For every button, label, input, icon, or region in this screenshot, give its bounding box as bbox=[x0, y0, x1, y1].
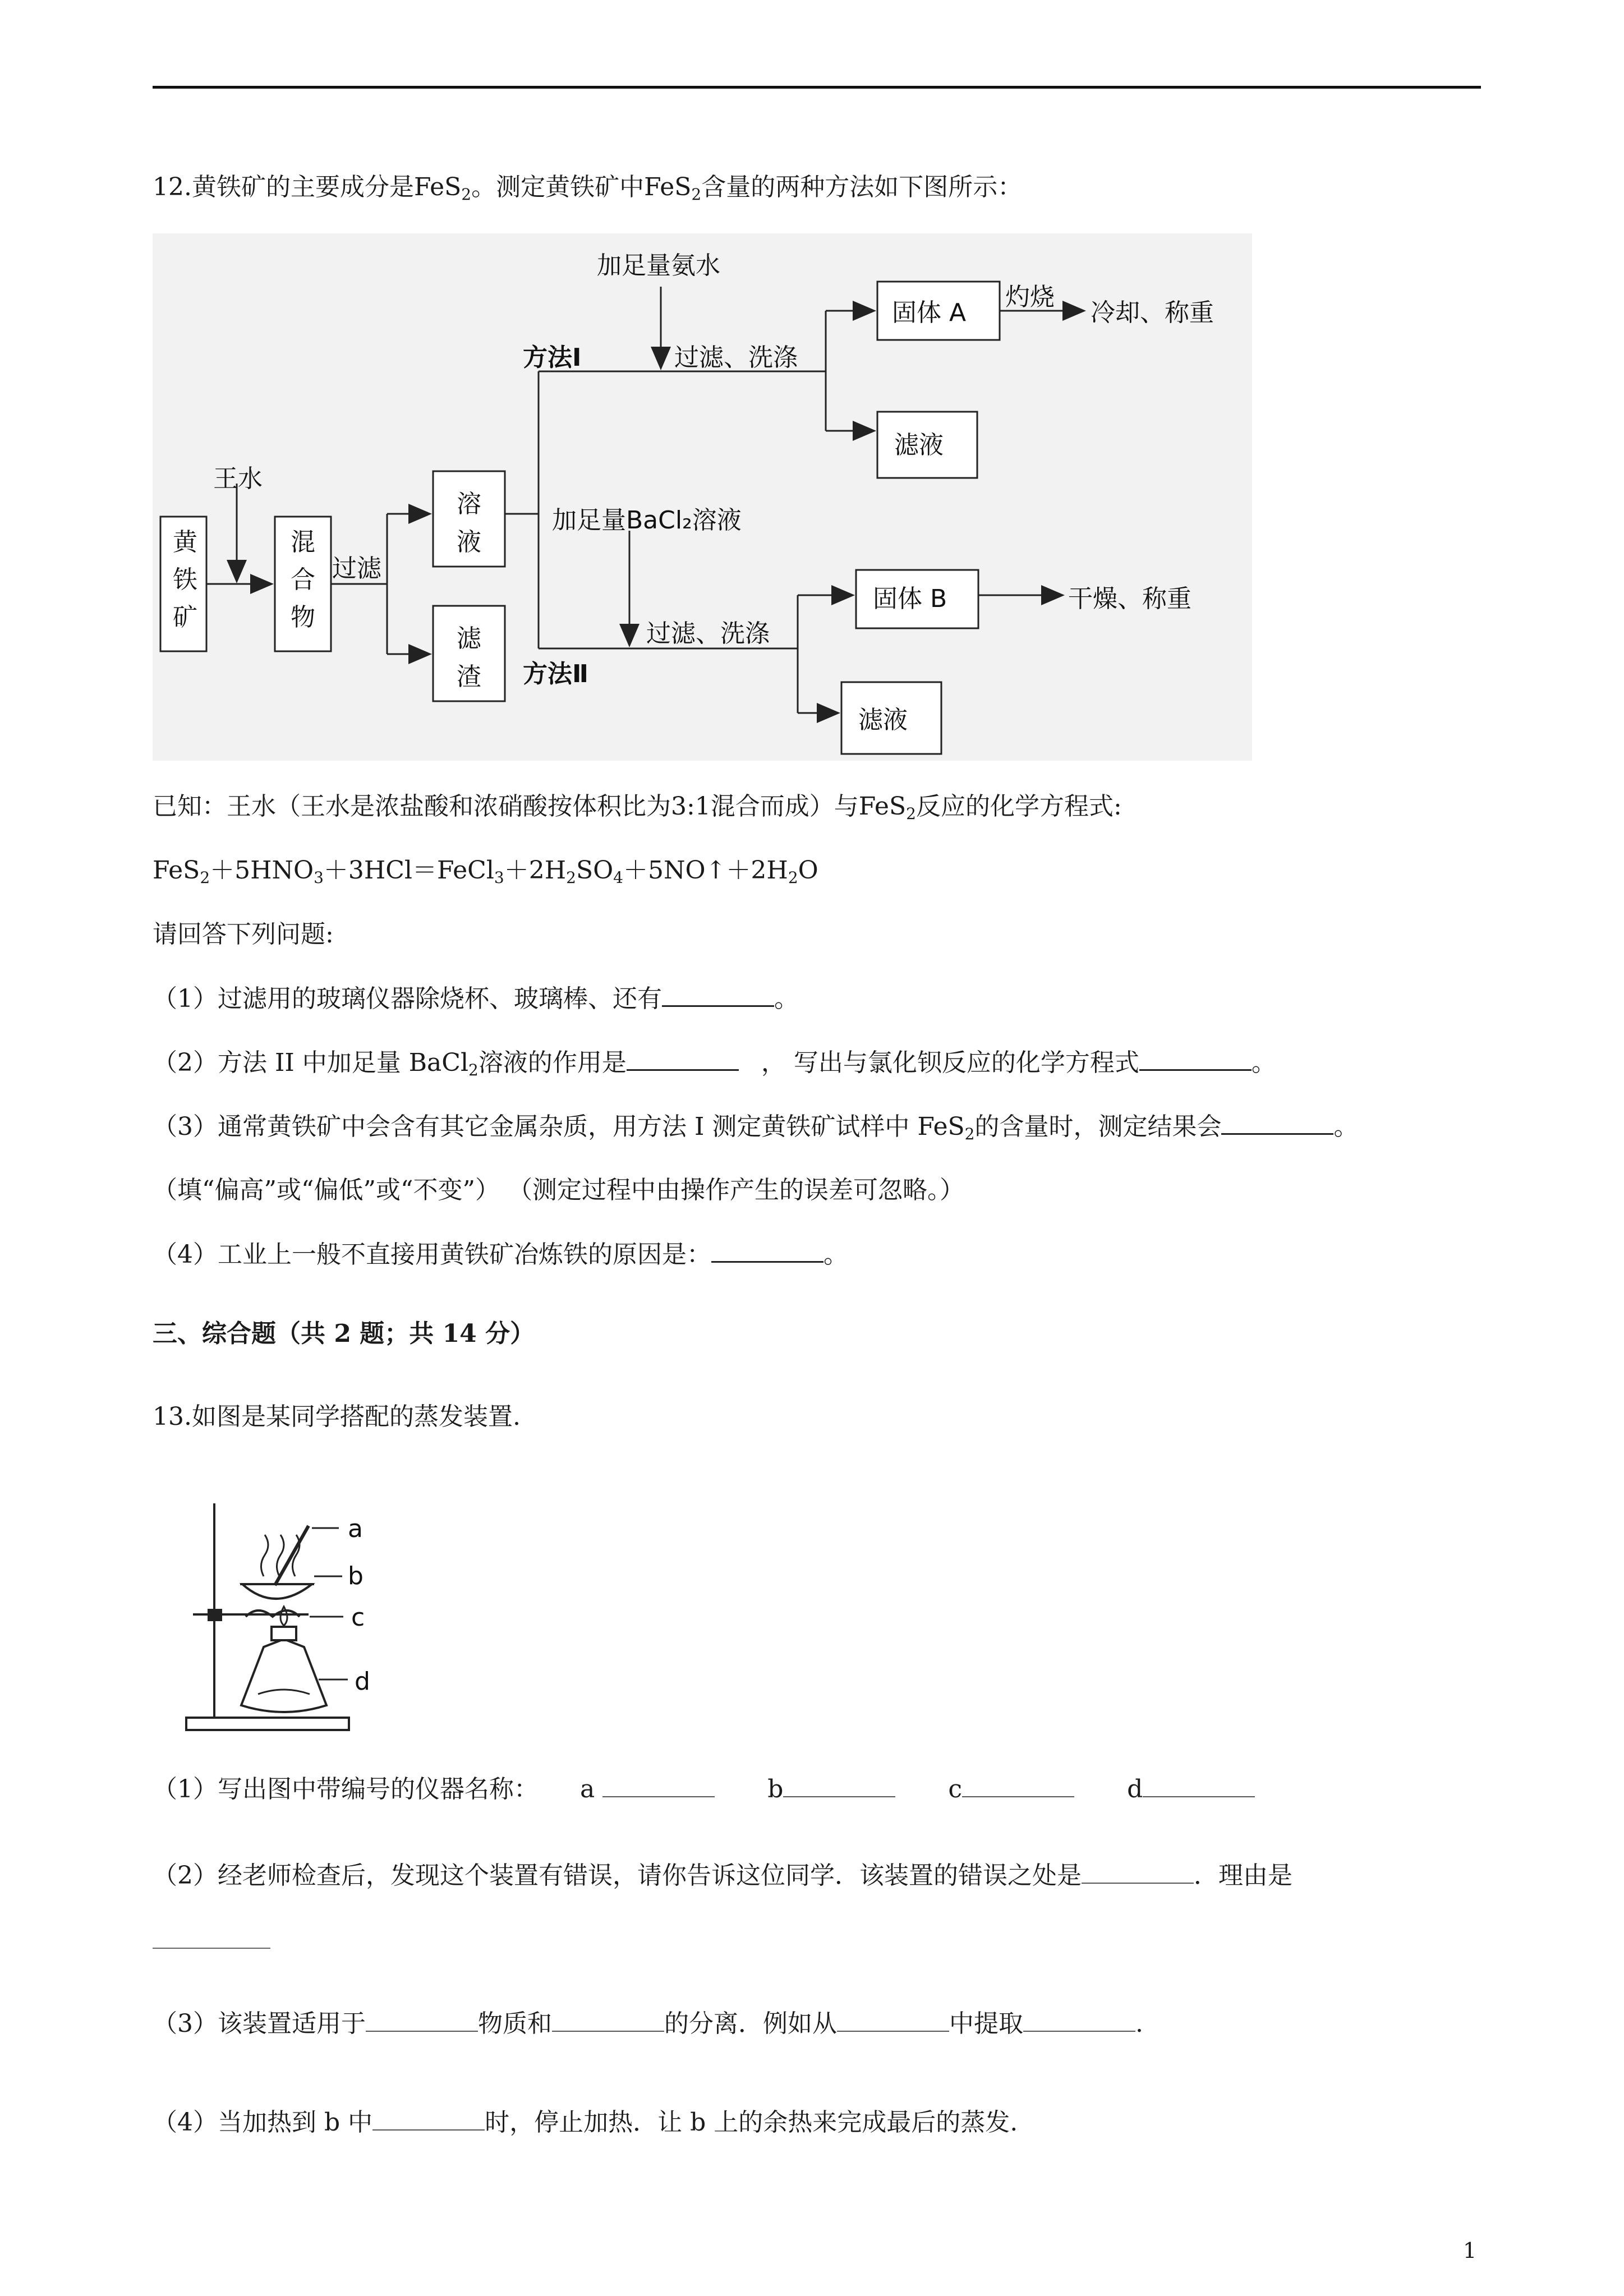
header-rule bbox=[153, 86, 1481, 89]
alcohol-lamp bbox=[241, 1639, 326, 1712]
label-cool-weigh: 冷却、称重 bbox=[1091, 298, 1214, 327]
label-aqua-regia: 王水 bbox=[213, 464, 263, 493]
answer-blank[interactable] bbox=[837, 2008, 949, 2032]
label-filter: 过滤 bbox=[332, 554, 381, 583]
q12-sub3-note: （填“偏高”或“偏低”或“不变”） （测定过程中由操作产生的误差可忽略。） bbox=[153, 1176, 964, 1204]
evaporation-apparatus-figure bbox=[180, 1492, 438, 1739]
label-a: a bbox=[348, 1515, 363, 1543]
q12-sub4: （4）工业上一般不直接用黄铁矿冶炼铁的原因是： 。 bbox=[153, 1239, 848, 1271]
label-solution-1: 溶 bbox=[457, 490, 481, 518]
label-bacl2: 加足量BaCl₂溶液 bbox=[552, 506, 742, 535]
label-method-1: 方法Ⅰ bbox=[523, 343, 582, 372]
label-filtrate-1: 滤液 bbox=[894, 431, 944, 459]
label-c: c bbox=[351, 1603, 365, 1632]
q12-title: 12.黄铁矿的主要成分是FeS$_2$。测定黄铁矿中FeS$_2$含量的两种方法如下图所示： bbox=[153, 173, 1023, 204]
label-ammonia: 加足量氨水 bbox=[597, 251, 720, 280]
label-ore-2: 铁 bbox=[173, 565, 197, 594]
answer-blank[interactable] bbox=[962, 1774, 1074, 1797]
answer-blank[interactable] bbox=[552, 2008, 664, 2032]
label-mixture-2: 合 bbox=[291, 565, 315, 594]
q12-sub3: （3）通常黄铁矿中会含有其它金属杂质，用方法 I 测定黄铁矿试样中 FeS$_2$的含量时，测定结果会 。 bbox=[153, 1111, 1358, 1143]
answer-blank[interactable] bbox=[662, 983, 774, 1007]
answer-blank[interactable] bbox=[372, 2107, 485, 2131]
q12-known: 已知：王水（王水是浓盐酸和浓硝酸按体积比为3:1混合而成）与FeS$_2$反应的化学方程式: bbox=[153, 792, 1122, 823]
q13-sub3: （3）该装置适用于 物质和 的分离．例如从 中提取 . bbox=[153, 2009, 1143, 2038]
label-filter-wash-1: 过滤、洗涤 bbox=[674, 343, 798, 372]
label-dry-weigh: 干燥、称重 bbox=[1068, 585, 1191, 613]
answer-blank[interactable] bbox=[1082, 1860, 1194, 1884]
label-d: d bbox=[355, 1667, 370, 1696]
label-residue-2: 渣 bbox=[457, 662, 481, 691]
label-mixture-3: 物 bbox=[291, 603, 315, 632]
label-solid-b: 固体 B bbox=[873, 585, 947, 613]
label-burn: 灼烧 bbox=[1005, 283, 1055, 311]
label-mixture-1: 混 bbox=[291, 528, 315, 556]
q13-sub4: （4）当加热到 b 中 时，停止加热．让 b 上的余热来完成最后的蒸发. bbox=[153, 2108, 1018, 2137]
evaporating-dish bbox=[242, 1584, 312, 1599]
q12-prompt: 请回答下列问题: bbox=[153, 920, 334, 949]
flowchart-figure bbox=[153, 233, 1252, 761]
label-filter-wash-2: 过滤、洗涤 bbox=[646, 619, 770, 648]
figure-background bbox=[153, 233, 1252, 761]
label-solid-a: 固体 A bbox=[892, 298, 967, 327]
answer-blank[interactable] bbox=[1143, 1774, 1255, 1797]
answer-blank[interactable] bbox=[366, 2008, 478, 2032]
answer-blank[interactable] bbox=[1221, 1111, 1333, 1135]
label-solution-2: 液 bbox=[457, 528, 481, 556]
answer-blank[interactable] bbox=[783, 1774, 895, 1797]
answer-blank[interactable] bbox=[602, 1774, 715, 1797]
answer-blank[interactable] bbox=[711, 1239, 823, 1263]
page-number: 1 bbox=[1463, 2238, 1477, 2263]
label-residue-1: 滤 bbox=[457, 624, 481, 653]
answer-blank[interactable] bbox=[1023, 2008, 1135, 2032]
q13-title: 13.如图是某同学搭配的蒸发装置. bbox=[153, 1402, 521, 1431]
label-filtrate-2: 滤液 bbox=[858, 706, 908, 734]
q12-equation: $FeS_2+5HNO_3+3HCl=FeCl_3+2H_2SO_4+5NO↑+2H_2O$ bbox=[153, 856, 818, 887]
section-heading: 三、综合题（共 2 题；共 14 分） bbox=[153, 1319, 535, 1348]
answer-blank[interactable] bbox=[1139, 1047, 1252, 1071]
q13-sub1: （1）写出图中带编号的仪器名称： a b c d bbox=[153, 1774, 1255, 1805]
answer-blank[interactable] bbox=[627, 1047, 739, 1071]
label-ore-1: 黄 bbox=[173, 528, 197, 556]
q12-sub2: （2）方法 II 中加足量 BaCl$_2$溶液的作用是 ， 写出与氯化钡反应的化学方程式 。 bbox=[153, 1047, 1276, 1079]
q12-sub1: （1）过滤用的玻璃仪器除烧杯、玻璃棒、还有 。 bbox=[153, 983, 799, 1015]
stand-base bbox=[186, 1718, 349, 1730]
q13-sub2: （2）经老师检查后，发现这个装置有错误，请你告诉这位同学．该装置的错误之处是 ．理由是 bbox=[153, 1861, 1292, 1890]
label-b: b bbox=[348, 1562, 364, 1590]
label-ore-3: 矿 bbox=[173, 603, 197, 632]
answer-blank[interactable] bbox=[153, 1948, 270, 1949]
label-method-2: 方法Ⅱ bbox=[523, 660, 588, 688]
